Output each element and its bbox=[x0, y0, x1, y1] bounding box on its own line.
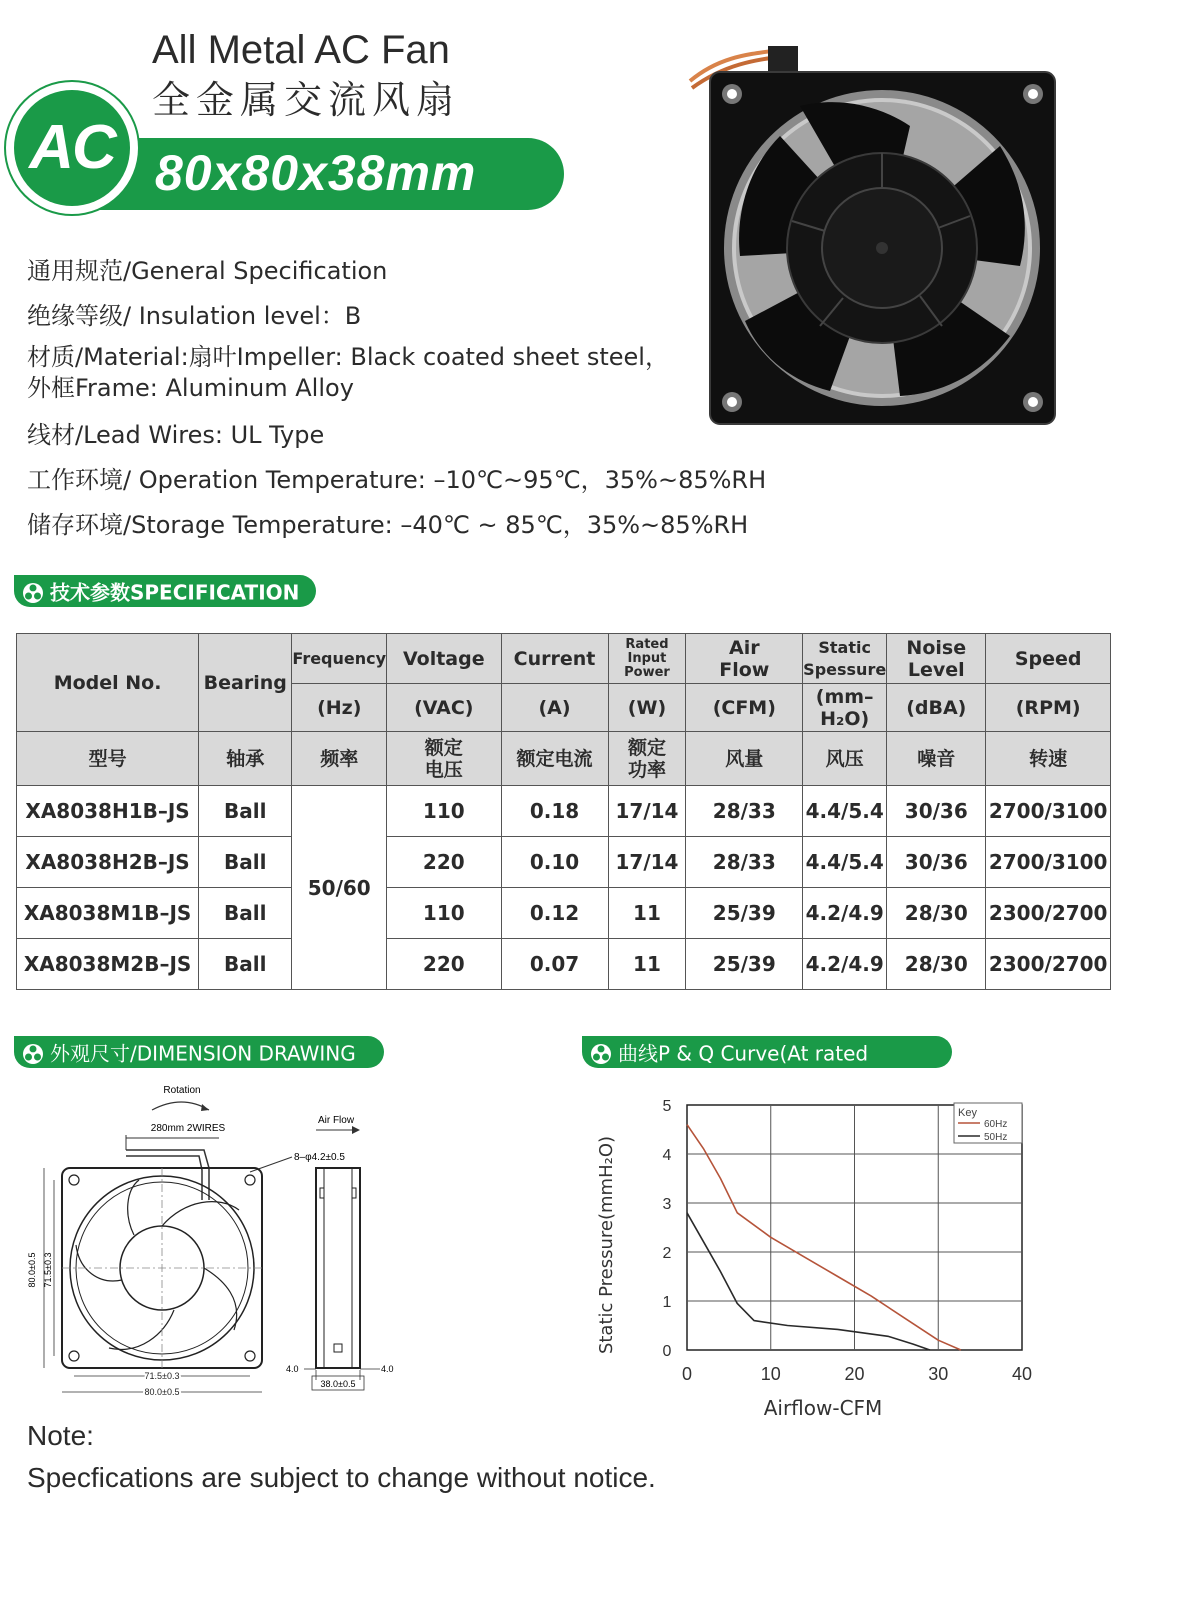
cell-model: XA8038H2B–JS bbox=[17, 837, 199, 888]
fan-product-image bbox=[680, 36, 1065, 431]
header-frequency: Frequency bbox=[292, 634, 387, 684]
fan-icon bbox=[590, 1043, 612, 1065]
cell-static: 4.4/5.4 bbox=[803, 837, 887, 888]
cell-noise: 30/36 bbox=[887, 837, 986, 888]
dim-right-flange: 4.0 bbox=[381, 1364, 394, 1374]
dim-outer-vertical: 80.0±0.5 bbox=[27, 1252, 37, 1288]
section-header-dimension bbox=[14, 1036, 384, 1068]
cell-voltage: 110 bbox=[387, 888, 501, 939]
header-speed: Speed bbox=[986, 634, 1111, 684]
chart-legend bbox=[954, 1103, 1022, 1143]
cell-model: XA8038H1B–JS bbox=[17, 786, 199, 837]
cn-power: 额定 功率 bbox=[608, 732, 686, 786]
unit-frequency: (Hz) bbox=[292, 684, 387, 732]
cell-airflow: 25/39 bbox=[686, 888, 803, 939]
x-tick-label: 10 bbox=[760, 1364, 781, 1384]
legend-title: Key bbox=[958, 1107, 977, 1119]
cell-noise: 30/36 bbox=[887, 786, 986, 837]
cell-bearing: Ball bbox=[199, 786, 292, 837]
unit-static: (mm– H₂O) bbox=[803, 684, 887, 732]
cell-model: XA8038M2B–JS bbox=[17, 939, 199, 990]
header-current: Current bbox=[501, 634, 608, 684]
dim-left-flange: 4.0 bbox=[286, 1364, 299, 1374]
cn-static: 风压 bbox=[803, 732, 887, 786]
cell-bearing: Ball bbox=[199, 888, 292, 939]
cell-bearing: Ball bbox=[199, 939, 292, 990]
cell-power: 11 bbox=[608, 939, 686, 990]
dim-outer-horizontal: 80.0±0.5 bbox=[144, 1387, 180, 1397]
cn-noise: 噪音 bbox=[887, 732, 986, 786]
unit-speed: (RPM) bbox=[986, 684, 1111, 732]
fan-icon bbox=[22, 582, 44, 604]
section-title: 技术参数SPECIFICATION bbox=[50, 580, 300, 605]
cn-airflow: 风量 bbox=[686, 732, 803, 786]
y-tick-label: 4 bbox=[662, 1147, 672, 1164]
section-header-pq-curve bbox=[582, 1036, 952, 1099]
cell-current: 0.12 bbox=[501, 888, 608, 939]
spec-insulation: 绝缘等级/ Insulation level：B bbox=[27, 302, 362, 330]
ac-badge: AC bbox=[14, 90, 130, 206]
cn-frequency: 频率 bbox=[292, 732, 387, 786]
cell-speed: 2300/2700 bbox=[986, 939, 1111, 990]
cell-power: 17/14 bbox=[608, 837, 686, 888]
pq-curve-chart bbox=[582, 1085, 1052, 1440]
table-row bbox=[17, 888, 1111, 939]
spec-material-impeller: 材质/Material:扇叶Impeller: Black coated sheet steel， bbox=[27, 343, 669, 371]
unit-power: (W) bbox=[608, 684, 686, 732]
cell-speed: 2300/2700 bbox=[986, 888, 1111, 939]
cell-noise: 28/30 bbox=[887, 939, 986, 990]
note-text: Specfications are subject to change without notice. bbox=[27, 1462, 656, 1493]
x-tick-label: 0 bbox=[681, 1364, 693, 1384]
x-tick-label: 30 bbox=[928, 1364, 949, 1384]
page-title: All Metal AC Fan bbox=[152, 28, 450, 72]
cell-model: XA8038M1B–JS bbox=[17, 888, 199, 939]
unit-airflow: (CFM) bbox=[686, 684, 803, 732]
unit-current: (A) bbox=[501, 684, 608, 732]
spec-material-frame: 外框Frame: Aluminum Alloy bbox=[27, 374, 354, 402]
cell-static: 4.2/4.9 bbox=[803, 939, 887, 990]
header-static: Static Spessure bbox=[803, 634, 887, 684]
legend-50hz: 50Hz bbox=[984, 1132, 1008, 1143]
spec-storage-temp: 储存环境/Storage Temperature: –40℃ ~ 85℃，35%~85%RH bbox=[27, 511, 749, 539]
page-title-chinese: 全金属交流风扇 bbox=[152, 78, 461, 122]
fan-icon bbox=[22, 1043, 44, 1065]
note-title: Note: bbox=[27, 1420, 94, 1451]
rotation-label: Rotation bbox=[163, 1085, 201, 1096]
cell-speed: 2700/3100 bbox=[986, 837, 1111, 888]
cell-current: 0.07 bbox=[501, 939, 608, 990]
cell-noise: 28/30 bbox=[887, 888, 986, 939]
spec-general-heading: 通用规范/General Specification bbox=[27, 257, 388, 285]
chart-series bbox=[687, 1125, 961, 1350]
y-axis-label: Static Pressure(mmH₂O) bbox=[596, 1135, 617, 1355]
dim-inner-vertical: 71.5±0.3 bbox=[43, 1252, 53, 1288]
size-label: 80x80x38mm bbox=[155, 145, 477, 201]
cell-power: 11 bbox=[608, 888, 686, 939]
table-row bbox=[17, 837, 1111, 888]
dimension-drawing bbox=[14, 1080, 434, 1400]
cell-static: 4.2/4.9 bbox=[803, 888, 887, 939]
y-tick-label: 5 bbox=[662, 1098, 672, 1115]
cell-static: 4.4/5.4 bbox=[803, 786, 887, 837]
cell-frequency: 50/60 bbox=[292, 786, 387, 990]
series-line-60hz bbox=[687, 1125, 961, 1350]
header-model: Model No. bbox=[17, 634, 199, 732]
cn-model: 型号 bbox=[17, 732, 199, 786]
dim-depth: 38.0±0.5 bbox=[320, 1379, 356, 1389]
unit-noise: (dBA) bbox=[887, 684, 986, 732]
y-tick-label: 2 bbox=[662, 1245, 672, 1262]
cn-bearing: 轴承 bbox=[199, 732, 292, 786]
header-airflow: Air Flow bbox=[686, 634, 803, 684]
section-header-specification bbox=[14, 575, 316, 607]
cell-bearing: Ball bbox=[199, 837, 292, 888]
x-tick-label: 40 bbox=[1011, 1364, 1033, 1384]
header-power: Rated Input Power bbox=[608, 634, 686, 684]
header-voltage: Voltage bbox=[387, 634, 501, 684]
x-tick-label: 20 bbox=[844, 1364, 865, 1384]
cell-airflow: 28/33 bbox=[686, 837, 803, 888]
y-tick-label: 1 bbox=[662, 1294, 672, 1311]
cell-current: 0.10 bbox=[501, 837, 608, 888]
table-chinese-row bbox=[17, 732, 1111, 786]
cn-voltage: 额定 电压 bbox=[387, 732, 501, 786]
y-tick-label: 0 bbox=[662, 1343, 672, 1360]
spec-operation-temp: 工作环境/ Operation Temperature: –10℃~95℃，35%~85%RH bbox=[27, 466, 767, 494]
cell-current: 0.18 bbox=[501, 786, 608, 837]
airflow-label: Air Flow bbox=[317, 1115, 355, 1126]
cell-voltage: 220 bbox=[387, 837, 501, 888]
table-row bbox=[17, 939, 1111, 990]
cell-power: 17/14 bbox=[608, 786, 686, 837]
legend-60hz: 60Hz bbox=[984, 1119, 1008, 1130]
table-header-row bbox=[17, 634, 1111, 684]
dim-inner-horizontal: 71.5±0.3 bbox=[144, 1371, 180, 1381]
spec-lead-wires: 线材/Lead Wires: UL Type bbox=[27, 421, 325, 449]
cell-airflow: 25/39 bbox=[686, 939, 803, 990]
specification-table bbox=[16, 633, 1111, 990]
header-noise: Noise Level bbox=[887, 634, 986, 684]
holes-label: 8–φ4.2±0.5 bbox=[294, 1152, 345, 1163]
unit-voltage: (VAC) bbox=[387, 684, 501, 732]
section-title: 外观尺寸/DIMENSION DRAWING bbox=[50, 1041, 356, 1066]
cell-airflow: 28/33 bbox=[686, 786, 803, 837]
cell-voltage: 110 bbox=[387, 786, 501, 837]
series-line-50hz bbox=[687, 1213, 930, 1350]
cell-voltage: 220 bbox=[387, 939, 501, 990]
cn-speed: 转速 bbox=[986, 732, 1111, 786]
header-bearing: Bearing bbox=[199, 634, 292, 732]
table-row bbox=[17, 786, 1111, 837]
x-axis-label: Airflow-CFM bbox=[763, 1396, 883, 1420]
wires-label: 280mm 2WIRES bbox=[150, 1123, 226, 1134]
section-title: 曲线P & Q Curve(At rated voltage) bbox=[582, 1041, 869, 1099]
y-tick-label: 3 bbox=[662, 1196, 672, 1213]
cn-current: 额定电流 bbox=[501, 732, 608, 786]
cell-speed: 2700/3100 bbox=[986, 786, 1111, 837]
